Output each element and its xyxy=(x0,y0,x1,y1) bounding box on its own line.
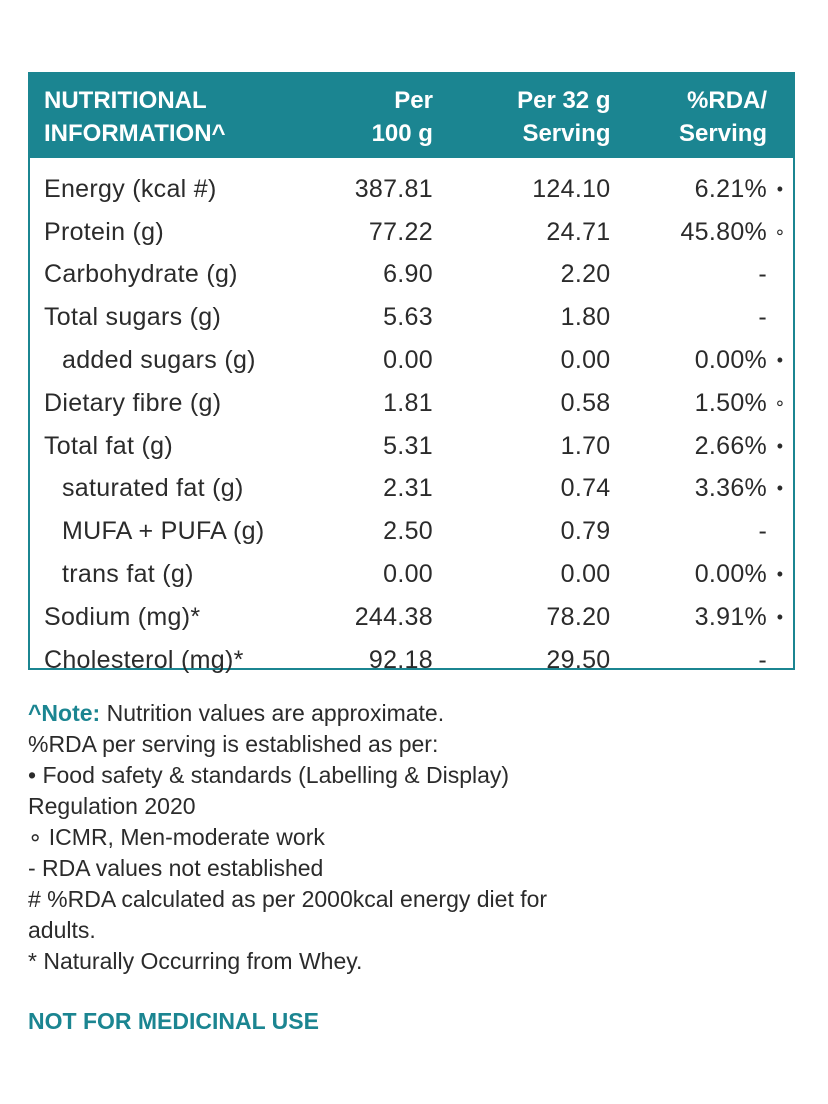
nutrient-name: trans fat (g) xyxy=(62,560,194,589)
value-per-serving: 0.58 xyxy=(560,388,611,417)
nutrient-name: Dietary fibre (g) xyxy=(44,388,222,417)
rda-source-mark: • xyxy=(776,178,784,199)
note-line: Regulation 2020 xyxy=(28,793,196,819)
value-per-100g: 6.90 xyxy=(383,260,433,289)
table-row xyxy=(30,639,793,682)
value-per-100g: 0.00 xyxy=(383,346,433,375)
value-per-serving: 0.00 xyxy=(560,560,611,589)
value-per-100g: 5.63 xyxy=(383,303,433,332)
value-rda: 0.00% xyxy=(694,346,768,375)
note-line: - RDA values not established xyxy=(28,855,324,881)
value-per-serving: 1.70 xyxy=(560,431,611,460)
table-row xyxy=(30,382,793,425)
value-per-serving: 24.71 xyxy=(546,217,611,246)
footer-disclaimer: NOT FOR MEDICINAL USE xyxy=(28,1008,319,1034)
nutrient-name: Cholesterol (mg)* xyxy=(44,645,244,674)
nutrient-name: Carbohydrate (g) xyxy=(44,260,238,289)
value-per-serving: 124.10 xyxy=(532,174,611,203)
value-per-serving: 1.80 xyxy=(560,303,611,332)
header-nutritional-information: NUTRITIONAL INFORMATION^ xyxy=(44,87,226,147)
value-per-100g: 5.31 xyxy=(383,431,433,460)
note-line: * Naturally Occurring from Whey. xyxy=(28,948,363,974)
note-line: adults. xyxy=(28,917,96,943)
table-body xyxy=(30,158,793,682)
nutrition-table xyxy=(28,72,795,674)
header-rda-serving: %RDA/ Serving xyxy=(679,87,768,147)
value-per-serving: 29.50 xyxy=(546,645,611,674)
rda-source-mark: • xyxy=(776,435,784,456)
rda-source-mark: • xyxy=(776,606,784,627)
nutrient-name: Protein (g) xyxy=(44,217,165,246)
table-row xyxy=(30,254,793,297)
value-per-100g: 92.18 xyxy=(368,645,433,674)
value-rda: 45.80% xyxy=(680,217,768,246)
value-rda: 3.91% xyxy=(694,602,768,631)
notes-section xyxy=(28,698,788,977)
note-text: Nutrition values are approximate. xyxy=(100,700,445,726)
nutrient-name: Energy (kcal #) xyxy=(44,174,217,203)
value-per-serving: 78.20 xyxy=(546,602,611,631)
value-per-serving: 2.20 xyxy=(560,260,611,289)
note-label: ^Note: xyxy=(28,700,101,726)
rda-source-mark: • xyxy=(776,350,784,371)
value-per-100g: 1.81 xyxy=(383,388,433,417)
table-row xyxy=(30,425,793,468)
value-per-100g: 2.50 xyxy=(383,517,433,546)
value-per-100g: 2.31 xyxy=(383,474,433,503)
value-rda: - xyxy=(758,260,768,289)
note-line: • Food safety & standards (Labelling & Display) xyxy=(28,762,510,788)
note-line: %RDA per serving is established as per: xyxy=(28,731,439,757)
value-rda: - xyxy=(758,303,768,332)
value-rda: 6.21% xyxy=(694,174,768,203)
nutrient-name: added sugars (g) xyxy=(62,346,256,375)
value-per-100g: 77.22 xyxy=(368,217,433,246)
note-line: # %RDA calculated as per 2000kcal energy diet for xyxy=(28,886,548,912)
note-line: ∘ ICMR, Men-moderate work xyxy=(28,824,325,850)
value-rda: 2.66% xyxy=(694,431,768,460)
rda-source-mark: ∘ xyxy=(774,392,786,413)
value-per-100g: 244.38 xyxy=(354,602,433,631)
rda-source-mark: • xyxy=(776,478,784,499)
value-rda: - xyxy=(758,517,768,546)
table-row xyxy=(30,211,793,254)
value-rda: 1.50% xyxy=(694,388,768,417)
value-rda: 3.36% xyxy=(694,474,768,503)
nutrient-name: MUFA + PUFA (g) xyxy=(62,517,265,546)
value-per-100g: 0.00 xyxy=(383,560,433,589)
nutrient-name: Sodium (mg)* xyxy=(44,602,201,631)
value-per-serving: 0.00 xyxy=(560,346,611,375)
value-per-serving: 0.74 xyxy=(560,474,611,503)
table-row xyxy=(30,468,793,511)
nutrient-name: saturated fat (g) xyxy=(62,474,244,503)
table-row xyxy=(30,296,793,339)
nutrient-name: Total fat (g) xyxy=(44,431,173,460)
table-row xyxy=(30,168,793,211)
value-per-100g: 387.81 xyxy=(354,174,433,203)
rda-source-mark: ∘ xyxy=(774,221,786,242)
header-per-100g: Per 100 g xyxy=(371,87,433,147)
table-header xyxy=(30,74,793,158)
table-row xyxy=(30,339,793,382)
value-rda: 0.00% xyxy=(694,560,768,589)
table-row xyxy=(30,596,793,639)
nutrient-name: Total sugars (g) xyxy=(44,303,222,332)
note-line xyxy=(28,698,788,729)
rda-source-mark: • xyxy=(776,564,784,585)
value-rda: - xyxy=(758,645,768,674)
header-per-serving: Per 32 g Serving xyxy=(517,87,611,147)
table-row xyxy=(30,510,793,553)
value-per-serving: 0.79 xyxy=(560,517,611,546)
table-row xyxy=(30,553,793,596)
